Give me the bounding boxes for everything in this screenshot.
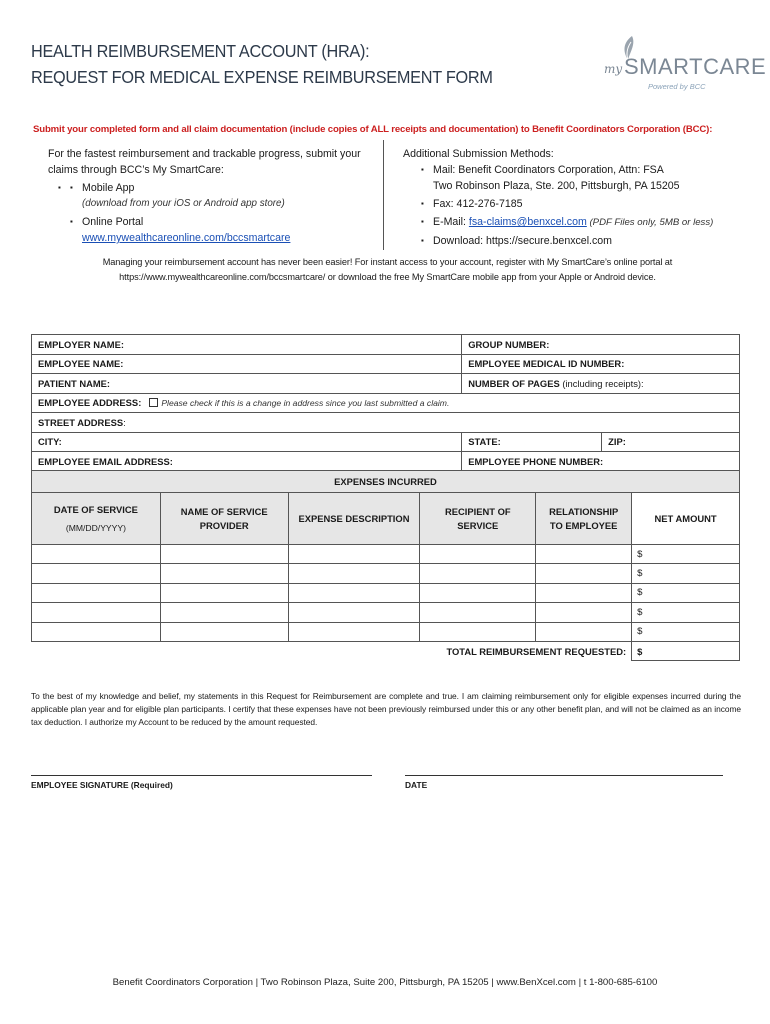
- street-address-label: STREET ADDRESS: [38, 416, 124, 428]
- email-label: E-Mail:: [433, 216, 469, 228]
- form-title-line-2: REQUEST FOR MEDICAL EXPENSE REIMBURSEMENT FORM: [31, 67, 493, 87]
- smartcare-submission-column: [48, 146, 378, 246]
- employee-info-table: [31, 334, 740, 472]
- relationship-cell[interactable]: [536, 564, 632, 583]
- date-cell[interactable]: [32, 583, 161, 602]
- total-reimbursement-cell[interactable]: $: [632, 641, 740, 660]
- table-header-row: [32, 493, 740, 545]
- relationship-cell[interactable]: [536, 603, 632, 622]
- column-divider: [383, 140, 384, 250]
- mobile-app-item: [48, 180, 378, 196]
- total-reimbursement-label: TOTAL REIMBURSEMENT REQUESTED:: [32, 641, 632, 660]
- provider-label-2: PROVIDER: [199, 519, 249, 531]
- portal-link[interactable]: www.mywealthcareonline.com/bccsmartcare: [82, 232, 291, 244]
- recipient-cell[interactable]: [420, 545, 536, 564]
- date-of-service-label: DATE OF SERVICE: [53, 503, 138, 515]
- number-of-pages-label: NUMBER OF PAGES: [468, 377, 560, 389]
- employee-signature-label: EMPLOYEE SIGNATURE (Required): [31, 780, 173, 790]
- table-row: [32, 374, 740, 394]
- provider-cell[interactable]: [160, 603, 288, 622]
- employee-name-field[interactable]: EMPLOYEE NAME:: [32, 354, 462, 374]
- relationship-label-1: RELATIONSHIP: [549, 505, 619, 517]
- net-amount-header: NET AMOUNT: [632, 493, 740, 545]
- mobile-app-label: Mobile App: [82, 182, 135, 194]
- table-row: [32, 432, 740, 452]
- bullet-icon: ▪: [70, 217, 73, 226]
- street-address-field[interactable]: [32, 413, 740, 433]
- certification-statement: To the best of my knowledge and belief, my statements in this Request for Reimbursement are complete and true. I am claiming reimbursement only for eligible expenses incurred during the applicable plan year and for eligible plan participants. I certify that these expenses have not been previously reimbursed under this or any other benefit plan, and will not be claimed as an income tax deduction. I authorize my Account to be reduced by the amount requested.: [31, 691, 741, 727]
- provider-header: [160, 493, 288, 545]
- date-cell[interactable]: [32, 545, 161, 564]
- logo-powered-text: Powered by BCC: [648, 82, 706, 91]
- recipient-label-2: SERVICE: [457, 519, 499, 531]
- relationship-cell[interactable]: [536, 622, 632, 641]
- table-row: [32, 564, 740, 583]
- net-amount-cell[interactable]: $: [632, 583, 740, 602]
- date-label: DATE: [405, 780, 428, 790]
- managing-account-paragraph: [30, 255, 745, 285]
- provider-cell[interactable]: [160, 564, 288, 583]
- download-item: [403, 233, 753, 249]
- date-cell[interactable]: [32, 603, 161, 622]
- description-cell[interactable]: [288, 622, 420, 641]
- submission-notice: Submit your completed form and all claim documentation (include copies of ALL receipts and documentation) to Benefit Coordinators Corporation (BCC):: [33, 124, 713, 135]
- email-link[interactable]: fsa-claims@benxcel.com: [468, 216, 587, 228]
- employee-medical-id-field[interactable]: EMPLOYEE MEDICAL ID NUMBER:: [462, 354, 740, 374]
- provider-cell[interactable]: [160, 583, 288, 602]
- table-row: [32, 413, 740, 433]
- provider-cell[interactable]: [160, 545, 288, 564]
- bullet-icon: ▪: [421, 217, 424, 226]
- table-row: [32, 354, 740, 374]
- additional-methods-heading: Additional Submission Methods:: [403, 148, 554, 160]
- recipient-cell[interactable]: [420, 603, 536, 622]
- net-amount-cell[interactable]: $: [632, 603, 740, 622]
- date-cell[interactable]: [32, 564, 161, 583]
- mail-item: [403, 162, 753, 178]
- number-of-pages-note: (including receipts):: [559, 377, 644, 389]
- number-of-pages-field[interactable]: [462, 374, 740, 394]
- expenses-title: EXPENSES INCURRED: [32, 471, 740, 493]
- mail-line-2: Two Robinson Plaza, Ste. 200, Pittsburgh, PA 15205: [433, 180, 680, 192]
- form-title: [31, 38, 527, 90]
- table-row: [32, 335, 740, 355]
- employee-phone-field[interactable]: EMPLOYEE PHONE NUMBER:: [462, 452, 740, 472]
- signature-line[interactable]: [31, 775, 372, 776]
- net-amount-cell[interactable]: $: [632, 545, 740, 564]
- bullet-icon: ▪: [421, 199, 424, 208]
- relationship-cell[interactable]: [536, 545, 632, 564]
- recipient-cell[interactable]: [420, 622, 536, 641]
- patient-name-field[interactable]: PATIENT NAME:: [32, 374, 462, 394]
- zip-field[interactable]: ZIP:: [602, 432, 740, 452]
- description-cell[interactable]: [288, 603, 420, 622]
- street-address-colon: :: [123, 416, 126, 428]
- provider-cell[interactable]: [160, 622, 288, 641]
- address-change-checkbox[interactable]: [149, 398, 158, 407]
- description-cell[interactable]: [288, 583, 420, 602]
- address-change-note: Please check if this is a change in address since you last submitted a claim.: [161, 398, 450, 409]
- total-row: [32, 641, 740, 660]
- recipient-cell[interactable]: [420, 564, 536, 583]
- provider-label-1: NAME OF SERVICE: [180, 505, 268, 517]
- additional-methods-column: [403, 146, 753, 249]
- relationship-header: [536, 493, 632, 545]
- date-of-service-header: [32, 493, 161, 545]
- description-cell[interactable]: [288, 545, 420, 564]
- form-title-line-1: HEALTH REIMBURSEMENT ACCOUNT (HRA):: [31, 41, 370, 61]
- employee-email-field[interactable]: EMPLOYEE EMAIL ADDRESS:: [32, 452, 462, 472]
- email-note: (PDF Files only, 5MB or less): [586, 217, 714, 228]
- table-row: [32, 471, 740, 493]
- employer-name-field[interactable]: EMPLOYER NAME:: [32, 335, 462, 355]
- intro-line-1: For the fastest reimbursement and trackable progress, submit your: [48, 148, 361, 160]
- table-row: [32, 603, 740, 622]
- page-footer: Benefit Coordinators Corporation | Two Robinson Plaza, Suite 200, Pittsburgh, PA 15205 | www.BenXcel.com | t 1-800-685-6100: [112, 977, 658, 988]
- employee-address-label: EMPLOYEE ADDRESS:: [38, 397, 142, 409]
- city-field[interactable]: CITY:: [32, 432, 462, 452]
- recipient-header: [420, 493, 536, 545]
- online-portal-item: [48, 214, 378, 230]
- online-portal-label: Online Portal: [82, 216, 144, 228]
- date-format-label: (MM/DD/YYYY): [65, 522, 126, 533]
- recipient-cell[interactable]: [420, 583, 536, 602]
- relationship-cell[interactable]: [536, 583, 632, 602]
- bullet-icon: ▪: [421, 236, 424, 245]
- logo-brand-text: SMARTCARE: [624, 54, 767, 79]
- expenses-table: [31, 470, 740, 661]
- logo-my-text: my: [604, 62, 623, 76]
- table-row: [32, 545, 740, 564]
- fax-number: Fax: 412-276-7185: [433, 198, 523, 210]
- net-amount-cell[interactable]: $: [632, 564, 740, 583]
- net-amount-cell[interactable]: $: [632, 622, 740, 641]
- employee-address-field: [32, 393, 740, 413]
- date-cell[interactable]: [32, 622, 161, 641]
- table-row: [32, 622, 740, 641]
- mobile-app-note: (download from your iOS or Android app store): [82, 198, 285, 209]
- intro-line-2: claims through BCC’s My SmartCare:: [48, 164, 224, 176]
- fax-item: [403, 196, 753, 212]
- smartcare-logo: [598, 34, 767, 98]
- group-number-field[interactable]: GROUP NUMBER:: [462, 335, 740, 355]
- table-row: [32, 393, 740, 413]
- table-row: [32, 452, 740, 472]
- managing-line-1: Managing your reimbursement account has never been easier! For instant access to your account, register with My SmartCare’s online portal at: [102, 257, 673, 267]
- description-header: EXPENSE DESCRIPTION: [288, 493, 420, 545]
- table-row: [32, 583, 740, 602]
- description-cell[interactable]: [288, 564, 420, 583]
- managing-line-2: https://www.mywealthcareonline.com/bccsmartcare/ or download the free My SmartCare mobile app from your Apple or Android device.: [119, 272, 656, 282]
- state-field[interactable]: STATE:: [462, 432, 602, 452]
- bullet-icon: ▪ ▪: [70, 183, 73, 192]
- mail-line-1: Mail: Benefit Coordinators Corporation, Attn: FSA: [433, 164, 664, 176]
- download-url: Download: https://secure.benxcel.com: [433, 235, 613, 247]
- bullet-icon: ▪: [421, 165, 424, 174]
- recipient-label-1: RECIPIENT OF: [444, 505, 511, 517]
- relationship-label-2: TO EMPLOYEE: [549, 519, 618, 531]
- email-item: [403, 214, 753, 231]
- date-line[interactable]: [405, 775, 723, 776]
